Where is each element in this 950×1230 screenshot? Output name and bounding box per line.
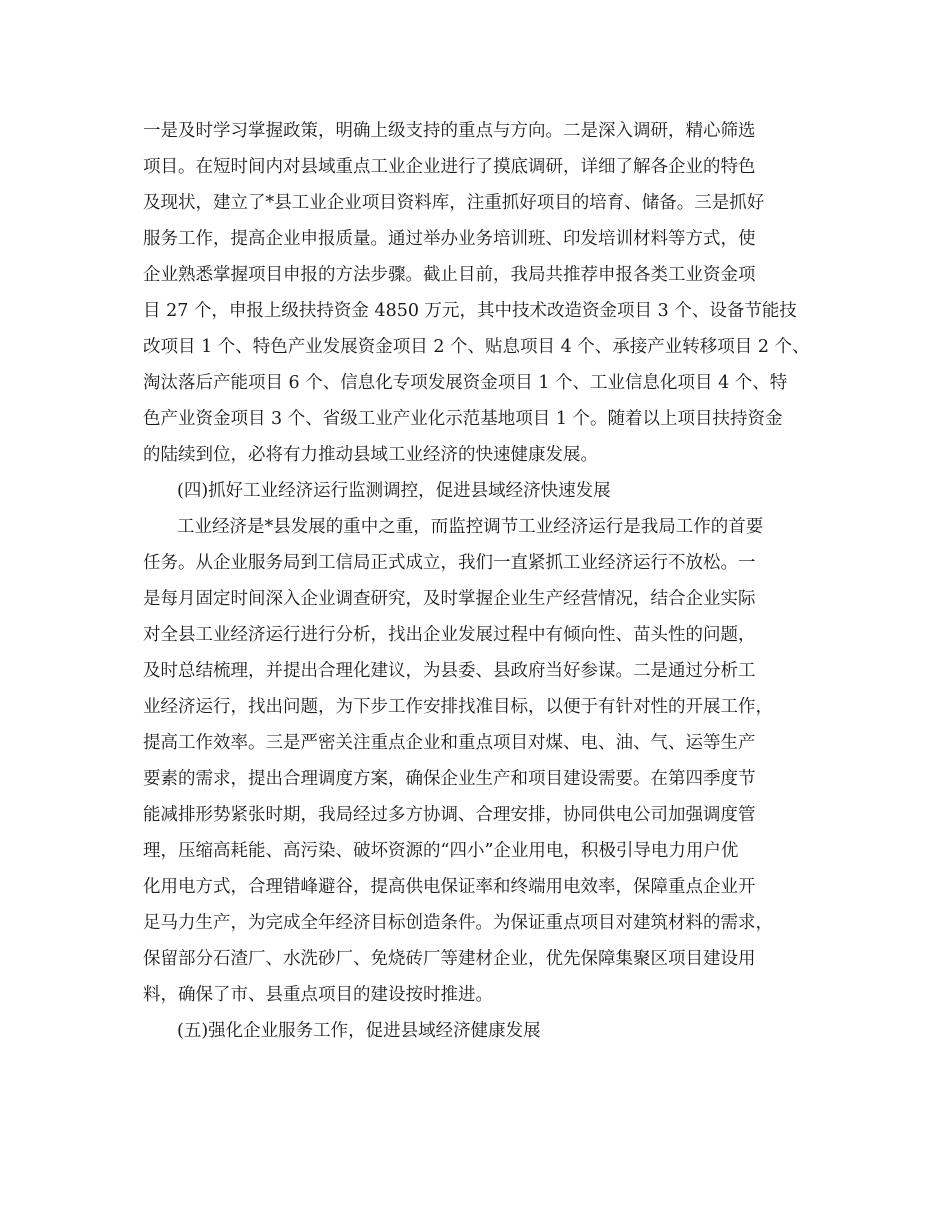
text-line-9: 色产业资金项目 3 个、省级工业产业化示范基地项目 1 个。随着以上项目扶持资金 (143, 409, 783, 429)
text-line-6: 目 27 个，申报上级扶持资金 4850 万元，其中技术改造资金项目 3 个、设备节能技 (143, 301, 797, 321)
text-line-15: 对全县工业经济运行进行分析，找出企业发展过程中有倾向性、苗头性的问题， (143, 625, 756, 645)
text-line-23: 足马力生产，为完成全年经济目标创造条件。为保证重点项目对建筑材料的需求， (143, 913, 773, 933)
text-line-24: 保留部分石渣厂、水洗砂厂、免烧砖厂等建材企业，优先保障集聚区项目建设用 (143, 949, 756, 969)
text-line-8: 淘汰落后产能项目 6 个、信息化专项发展资金项目 1 个、工业信息化项目 4 个、特 (143, 373, 788, 393)
text-line-18: 提高工作效率。三是严密关注重点企业和重点项目对煤、电、油、气、运等生产 (143, 733, 756, 753)
text-line-10: 的陆续到位，必将有力推动县域工业经济的快速健康发展。 (143, 445, 598, 465)
text-line-21: 理，压缩高耗能、高污染、破坏资源的“四小”企业用电，积极引导电力用户优 (143, 841, 739, 861)
text-line-12: 工业经济是*县发展的重中之重，而监控调节工业经济运行是我局工作的首要 (177, 517, 764, 537)
text-line-22: 化用电方式，合理错峰避谷，提高供电保证率和终端用电效率，保障重点企业开 (143, 877, 756, 897)
text-line-25: 料，确保了市、县重点项目的建设按时推进。 (143, 985, 493, 1005)
text-line-4: 服务工作，提高企业申报质量。通过举办业务培训班、印发培训材料等方式，使 (143, 229, 756, 249)
text-line-1: 一是及时学习掌握政策，明确上级支持的重点与方向。二是深入调研，精心筛选 (143, 121, 756, 141)
text-line-14: 是每月固定时间深入企业调查研究，及时掌握企业生产经营情况，结合企业实际 (143, 589, 756, 609)
text-line-2: 项目。在短时间内对县域重点工业企业进行了摸底调研，详细了解各企业的特色 (143, 157, 756, 177)
section-heading-5: (五)强化企业服务工作，促进县域经济健康发展 (177, 1021, 541, 1041)
section-heading-4: (四)抓好工业经济运行监测调控，促进县域经济快速发展 (177, 481, 611, 501)
text-line-13: 任务。从企业服务局到工信局正式成立，我们一直紧抓工业经济运行不放松。一 (143, 553, 756, 573)
text-line-17: 业经济运行，找出问题，为下步工作安排找准目标，以便于有针对性的开展工作， (143, 697, 773, 717)
text-line-16: 及时总结梳理，并提出合理化建议，为县委、县政府当好参谋。二是通过分析工 (143, 661, 756, 681)
text-line-7: 改项目 1 个、特色产业发展资金项目 2 个、贴息项目 4 个、承接产业转移项目 2 个、 (143, 337, 810, 357)
text-line-19: 要素的需求，提出合理调度方案，确保企业生产和项目建设需要。在第四季度节 (143, 769, 756, 789)
text-line-3: 及现状，建立了*县工业企业项目资料库，注重抓好项目的培育、储备。三是抓好 (143, 193, 765, 213)
text-line-5: 企业熟悉掌握项目申报的方法步骤。截止目前，我局共推荐申报各类工业资金项 (143, 265, 756, 285)
text-line-20: 能减排形势紧张时期，我局经过多方协调、合理安排，协同供电公司加强调度管 (143, 805, 756, 825)
